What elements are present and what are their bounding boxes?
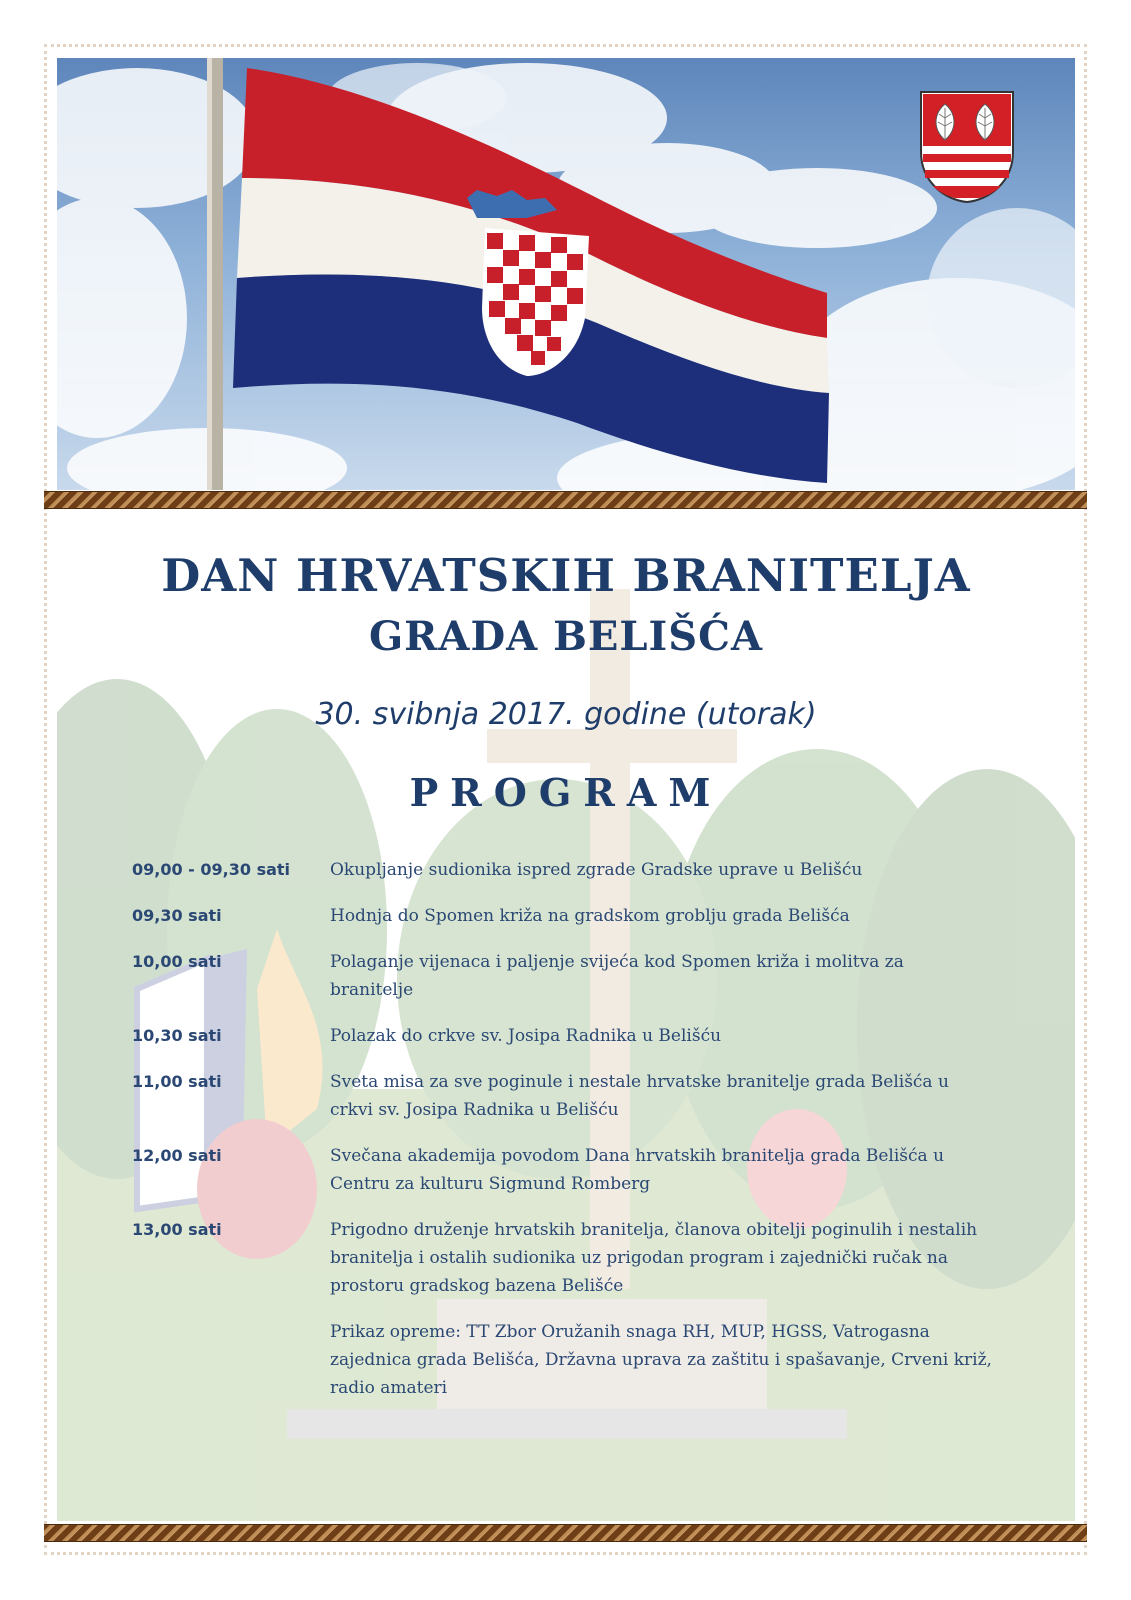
schedule-time: 13,00 sati [132, 1220, 222, 1239]
belisce-coat-of-arms-icon [919, 90, 1015, 204]
event-subtitle: GRADA BELIŠĆA [369, 613, 763, 660]
schedule-description: Hodnja do Spomen križa na gradskom groblju grada Belišća [330, 906, 850, 926]
schedule-description: Polazak do crkve sv. Josipa Radnika u Belišću [330, 1026, 722, 1046]
event-date: 30. svibnja 2017. godine (utorak) [315, 697, 817, 732]
schedule-time: 11,00 sati [132, 1072, 222, 1091]
schedule-time: 10,30 sati [132, 1026, 222, 1045]
rope-divider-top [44, 491, 1087, 509]
schedule-item [132, 1318, 992, 1402]
schedule-time: 09,00 - 09,30 sati [132, 860, 291, 879]
schedule-list [132, 856, 992, 1420]
schedule-description: Prikaz opreme: TT Zbor Oružanih snaga RH, MUP, HGSS, Vatrogasna zajednica grada Belišća, Državna uprava za zaštitu i spašavanje, Crveni križ, radio amateri [330, 1322, 992, 1398]
schedule-description: Prigodno druženje hrvatskih branitelja, članova obitelji poginulih i nestalih branitelja i ostalih sudionika uz prigodan program i zajednički ručak na prostoru gradskog bazena Belišće [330, 1220, 978, 1296]
schedule-item [132, 902, 992, 930]
event-title: DAN HRVATSKIH BRANITELJA [161, 549, 971, 602]
rope-divider-bottom [44, 1524, 1087, 1542]
schedule-description: Svečana akademija povodom Dana hrvatskih branitelja grada Belišća u Centru za kulturu Sigmund Romberg [330, 1146, 945, 1194]
schedule-time: 09,30 sati [132, 906, 222, 925]
schedule-item [132, 1216, 992, 1300]
hero-flag-photo [57, 58, 1075, 490]
schedule-item [132, 1068, 992, 1124]
schedule-item [132, 1022, 992, 1050]
schedule-description: Okupljanje sudionika ispred zgrade Gradske uprave u Belišću [330, 860, 863, 880]
schedule-item [132, 948, 992, 1004]
schedule-time: 12,00 sati [132, 1146, 222, 1165]
schedule-item [132, 1142, 992, 1198]
schedule-item [132, 856, 992, 884]
schedule-description: Polaganje vijenaca i paljenje svijeća kod Spomen križa i molitva za branitelje [330, 952, 904, 1000]
program-heading: PROGRAM [409, 770, 723, 815]
schedule-time: 10,00 sati [132, 952, 222, 971]
schedule-time [132, 1318, 330, 1402]
schedule-description: Sveta misa za sve poginule i nestale hrvatske branitelje grada Belišća u crkvi sv. Josipa Radnika u Belišću [330, 1072, 949, 1120]
